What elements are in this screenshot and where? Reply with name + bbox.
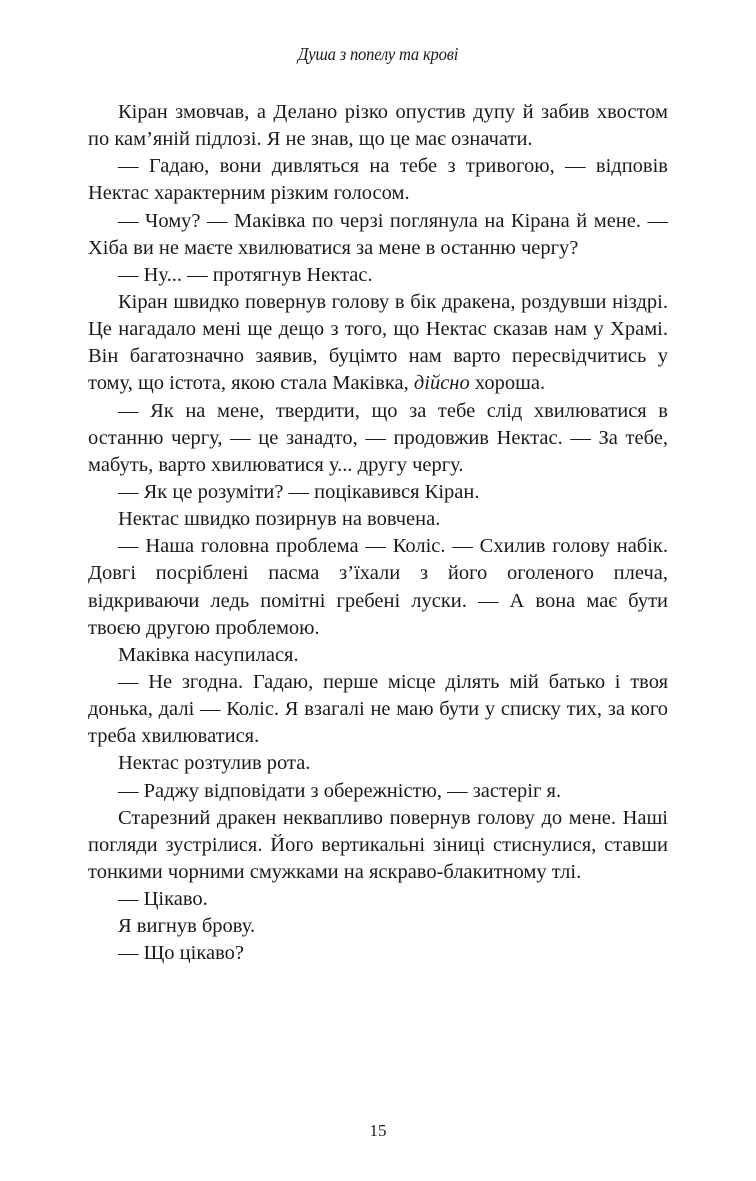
running-head: Душа з попелу та крові [297, 44, 459, 64]
paragraph: — Ну... — протягнув Нектас. [118, 263, 373, 286]
paragraph: Кіран змовчав, а Делано різко опустив дупу й забив хвостом по кам’яній підлозі. Я не знав, що це має означати. [88, 101, 668, 151]
paragraph: Я вигнув брову. [118, 915, 256, 938]
paragraph: — Що цікаво? [118, 942, 244, 965]
paragraph: — Як це розуміти? — поцікавився Кіран. [118, 480, 480, 503]
paragraph: — Наша головна проблема — Коліс. — Схилив голову набік. Довгі посріблені пасма з’їхали з його оголеного плеча, відкриваючи ледь помітні гребені луски. — А вона має бути твоєю другою проблемою. [88, 535, 668, 639]
paragraph: — Гадаю, вони дивляться на тебе з тривогою, — відповів Нектас характерним різким голосом. [88, 155, 668, 205]
paragraph-text: Кіран швидко повернув голову в бік дракена, роздувши ніздрі. Це нагадало мені ще дещо з того, що Нектас сказав нам у Храмі. Він багатозначно заявив, буцімто нам варто пересвідчитись у тому, що істота, якою стала Маківка, [88, 290, 668, 395]
paragraph: Старезний дракен неквапливо повернув голову до мене. Наші погляди зустрілися. Його вертикальні зіниці стиснулися, ставши тонкими чорними смужками на яскраво-блакитному тлі. [88, 806, 668, 883]
paragraph-text: хороша. [469, 372, 546, 395]
paragraph: — Цікаво. [118, 888, 208, 911]
paragraph: — Чому? — Маківка по черзі поглянула на Кірана й мене. — Хіба ви не маєте хвилюватися за мене в останню чергу? [88, 209, 668, 259]
paragraph [88, 289, 668, 398]
paragraph: Нектас швидко позирнув на вовчена. [118, 508, 441, 531]
body-text [88, 99, 668, 968]
paragraph: — Не згодна. Гадаю, перше місце ділять мій батько і твоя донька, далі — Коліс. Я взагалі не маю бути у списку тих, за кого треба хвилюватися. [88, 670, 668, 748]
paragraph: Маківка насупилася. [118, 643, 299, 666]
emphasis-text: дійсно [413, 372, 470, 395]
paragraph: Нектас розтулив рота. [118, 752, 311, 775]
paragraph: — Як на мене, твердити, що за тебе слід хвилюватися в останню чергу, — це занадто, — продовжив Нектас. — За тебе, мабуть, варто хвилюватися у... другу чергу. [88, 399, 668, 476]
paragraph: — Раджу відповідати з обережністю, — застеріг я. [118, 779, 562, 802]
page-number: 15 [369, 1121, 387, 1140]
